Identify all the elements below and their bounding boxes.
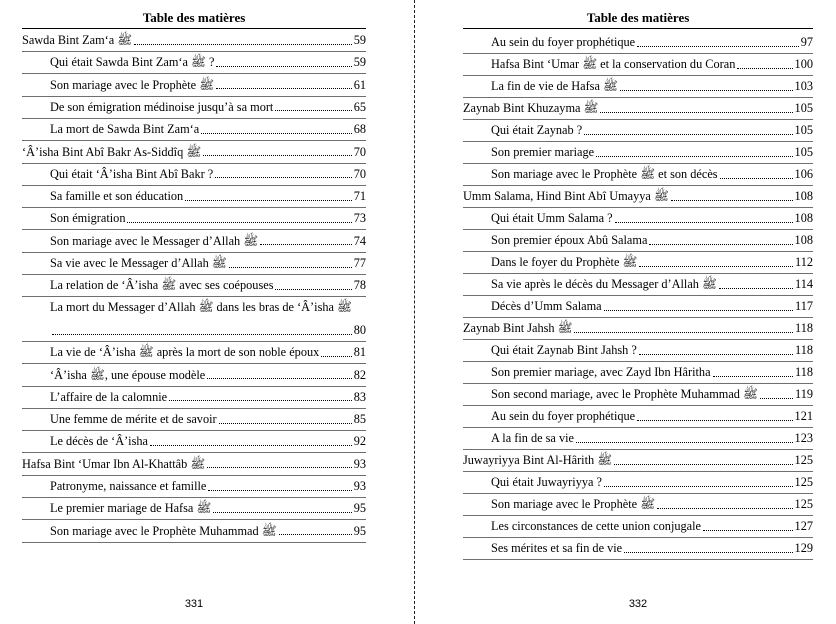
dot-leader (279, 534, 352, 535)
toc-entry[interactable] (22, 74, 366, 97)
toc-entry-label: Zaynab Bint Jahsh ﷺ (463, 321, 573, 335)
dot-leader (275, 110, 351, 111)
dot-leader (201, 133, 351, 134)
toc-entry[interactable] (22, 51, 366, 74)
dot-leader (229, 267, 352, 268)
dot-leader (215, 177, 351, 178)
toc-entry-page: 81 (353, 345, 366, 360)
toc-entry-page: 125 (794, 475, 813, 489)
toc-entry[interactable] (22, 475, 366, 498)
toc-entry[interactable] (463, 119, 813, 142)
toc-entry[interactable] (22, 230, 366, 253)
toc-entry-label: Sa vie après le décès du Messager d’Allah ﷺ (491, 277, 717, 291)
toc-entry[interactable] (463, 537, 813, 560)
page-header: Table des matières (142, 10, 246, 25)
toc-entry-page: 105 (794, 101, 813, 115)
toc-entry[interactable] (22, 297, 366, 342)
toc-entry-label: Les circonstances de cette union conjugale (491, 519, 701, 533)
toc-entry[interactable] (22, 497, 366, 520)
toc-entry-label: Hafsa Bint ‘Umar Ibn Al-Khattâb ﷺ (22, 456, 206, 471)
dot-leader (219, 423, 352, 424)
dot-leader (207, 467, 351, 468)
dot-leader (584, 134, 792, 135)
right-page (463, 0, 813, 624)
toc-entry-label: Hafsa Bint ‘Umar ﷺ et la conservation du Coran (491, 57, 736, 71)
toc-entry-page: 92 (353, 434, 366, 449)
left-page (22, 0, 366, 624)
toc-entry-label: Son second mariage, avec le Prophète Muhammad ﷺ (491, 387, 758, 401)
toc-entry-label: ‘Â’isha Bint Abî Bakr As-Siddîq ﷺ (22, 144, 202, 159)
dot-leader (614, 464, 792, 465)
dot-leader (637, 420, 792, 421)
toc-entry-page: 118 (795, 343, 813, 357)
toc-entry[interactable] (463, 339, 813, 362)
toc-entry-page: 118 (795, 365, 813, 379)
dot-leader (213, 512, 351, 513)
toc-entry-label: Qui était Juwayriyya ? (491, 475, 602, 489)
toc-entry[interactable] (22, 386, 366, 409)
toc-entry-page: 127 (794, 519, 813, 533)
toc-entry-page: 123 (794, 431, 813, 445)
dot-leader (719, 288, 793, 289)
toc-entry-label: Son mariage avec le Messager d’Allah ﷺ (50, 233, 259, 248)
toc-entry-label: Qui était Umm Salama ? (491, 211, 613, 225)
toc-section-entry[interactable] (22, 29, 366, 52)
toc-entry-page: 61 (353, 77, 366, 92)
toc-entry-label: Son mariage avec le Prophète ﷺ (50, 77, 215, 92)
toc-entry[interactable] (22, 118, 366, 141)
dot-leader (169, 400, 352, 401)
toc-entry-label: Zaynab Bint Khuzayma ﷺ (463, 101, 599, 115)
dot-leader (737, 68, 792, 69)
dot-leader (637, 46, 799, 47)
toc-entry-page: 129 (794, 541, 813, 555)
dot-leader (604, 310, 793, 311)
dot-leader (52, 334, 352, 335)
toc-entry[interactable] (22, 274, 366, 297)
page-header: Table des matières (586, 10, 690, 25)
toc-entry[interactable] (22, 364, 366, 387)
toc-entry-label: La relation de ‘Â’isha ﷺ avec ses coépouses (50, 278, 274, 293)
toc-entry-page: 105 (794, 123, 813, 137)
dot-leader (208, 490, 351, 491)
toc-section-entry[interactable] (463, 97, 813, 120)
header-rule (463, 28, 813, 29)
toc-entry-page: 77 (353, 256, 366, 270)
toc-entry-page: 106 (794, 167, 813, 181)
toc-entry[interactable] (22, 408, 366, 431)
toc-entry-label: ‘Â’isha ﷺ, une épouse modèle (50, 367, 206, 382)
toc-entry-label: Patronyme, naissance et famille (50, 479, 207, 493)
toc-entry-page: 93 (353, 456, 366, 471)
toc-entry-label: Qui était Zaynab ? (491, 123, 583, 137)
dot-leader (321, 356, 351, 357)
toc-entry-page: 70 (353, 166, 366, 181)
toc-section-entry[interactable] (463, 185, 813, 208)
dot-leader (639, 354, 793, 355)
toc-entry[interactable] (22, 430, 366, 453)
toc-entry[interactable] (463, 515, 813, 538)
toc-entry[interactable] (463, 405, 813, 428)
toc-entry[interactable] (463, 427, 813, 450)
toc-entry[interactable] (463, 471, 813, 494)
toc-entry[interactable] (463, 295, 813, 318)
toc-entry-label: Juwayriyya Bint Al-Hârith ﷺ (463, 453, 613, 467)
toc-entry[interactable] (22, 520, 366, 543)
toc-entry[interactable] (463, 273, 813, 296)
toc-entry-page: 59 (353, 33, 366, 47)
toc-entry-page: 97 (800, 35, 813, 49)
page-number: 332 (628, 598, 648, 610)
toc-entry[interactable] (463, 75, 813, 98)
dot-leader (649, 244, 792, 245)
dot-leader (216, 88, 352, 89)
dot-leader (760, 398, 793, 399)
toc-entry[interactable] (22, 252, 366, 275)
dot-leader (615, 222, 793, 223)
dot-leader (604, 486, 793, 487)
toc-entry-label: La mort du Messager d’Allah ﷺ dans les bras de ‘Â’isha ﷺ (50, 300, 352, 315)
toc-entry-label: Son premier mariage, avec Zayd Ibn Hâritha (491, 365, 711, 379)
toc-entry-page: 117 (795, 299, 813, 313)
dot-leader (657, 508, 792, 509)
toc-entry[interactable] (463, 207, 813, 230)
toc-section-entry[interactable] (463, 317, 813, 340)
dot-leader (576, 442, 793, 443)
toc-entry-page: 70 (353, 144, 366, 159)
toc-entry-label: Son émigration (50, 211, 126, 226)
dot-leader (203, 155, 352, 156)
toc-entry[interactable] (463, 361, 813, 384)
toc-entry-page: 78 (353, 278, 366, 293)
toc-entry-label: Son mariage avec le Prophète Muhammad ﷺ (50, 523, 277, 538)
toc-entry-page: 112 (795, 255, 813, 269)
dot-leader (127, 222, 351, 223)
toc-entry[interactable] (463, 141, 813, 164)
toc-entry-label: Qui était ‘Â’isha Bint Abî Bakr ? (50, 166, 214, 181)
toc-entry-page: 82 (353, 367, 366, 382)
toc-entry-label: Ses mérites et sa fin de vie (491, 541, 623, 555)
toc-entry-label: L’affaire de la calomnie (50, 389, 168, 404)
toc-entry-label: Le décès de ‘Â’isha (50, 434, 148, 449)
dot-leader (150, 445, 352, 446)
dot-leader (713, 376, 793, 377)
toc-entry[interactable] (22, 207, 366, 230)
dot-leader (185, 200, 352, 201)
toc-entry-label: Qui était Zaynab Bint Jahsh ? (491, 343, 637, 357)
toc-entry-page: 103 (794, 79, 813, 93)
dot-leader (207, 378, 351, 379)
dot-leader (134, 44, 352, 45)
toc-entry-label: Sawda Bint Zam‘a ﷺ (22, 33, 133, 47)
toc-entry-label: Son mariage avec le Prophète ﷺ et son décès (491, 167, 718, 181)
dot-leader (671, 200, 793, 201)
toc-entry-label: La fin de vie de Hafsa ﷺ (491, 79, 618, 93)
toc-entry-label: A la fin de sa vie (491, 431, 574, 445)
toc-section-entry[interactable] (463, 449, 813, 472)
dot-leader (596, 156, 792, 157)
dot-leader (275, 289, 351, 290)
toc-entry-label: Son premier mariage (491, 145, 595, 159)
toc-entry-page: 100 (794, 57, 813, 71)
toc-entry[interactable] (463, 493, 813, 516)
toc-section-entry[interactable] (22, 453, 366, 476)
dot-leader (720, 178, 793, 179)
toc-entry[interactable] (463, 251, 813, 274)
toc-entry[interactable] (463, 31, 813, 54)
dot-leader (703, 530, 793, 531)
toc-entry[interactable] (22, 96, 366, 119)
page-divider (414, 0, 415, 624)
dot-leader (216, 66, 351, 67)
toc-entry-page: 114 (795, 277, 813, 291)
dot-leader (260, 244, 352, 245)
toc-entry-label: Umm Salama, Hind Bint Abî Umayya ﷺ (463, 189, 669, 203)
toc-section-entry[interactable] (22, 141, 366, 164)
toc-entry-label: De son émigration médinoise jusqu’à sa mort (50, 99, 274, 114)
page-number: 331 (184, 598, 204, 610)
toc-entry-label: Le premier mariage de Hafsa ﷺ (50, 501, 212, 516)
toc-entry-page: 125 (794, 497, 813, 511)
toc-entry[interactable] (463, 229, 813, 252)
toc-entry-label: Au sein du foyer prophétique (491, 409, 636, 423)
toc-entry-page: 65 (353, 99, 366, 114)
toc-entry-page: 105 (794, 145, 813, 159)
toc-entry-label: Dans le foyer du Prophète ﷺ (491, 255, 638, 269)
toc-entry-label: Son premier époux Abû Salama (491, 233, 648, 247)
toc-entry-page: 74 (353, 233, 366, 248)
toc-entry-label: Une femme de mérite et de savoir (50, 412, 217, 427)
toc-entry-page: 83 (353, 389, 366, 404)
toc-entry[interactable] (22, 341, 366, 364)
toc-entry-page: 68 (353, 122, 366, 137)
toc-entry-page: 59 (353, 55, 366, 70)
toc-entry-page: 71 (353, 189, 366, 204)
toc-entry-page: 108 (794, 211, 813, 225)
toc-entry-page: 108 (794, 189, 813, 203)
toc-entry-label: Son mariage avec le Prophète ﷺ (491, 497, 656, 511)
toc-entry[interactable] (463, 163, 813, 186)
toc-entry-page: 93 (353, 479, 366, 493)
toc-entry-page: 80 (353, 323, 366, 338)
toc-entry-page: 119 (795, 387, 813, 401)
toc-entry-label: Sa famille et son éducation (50, 189, 184, 204)
toc-entry-page: 95 (353, 523, 366, 538)
toc-entry-page: 85 (353, 412, 366, 427)
toc-entry-label: Au sein du foyer prophétique (491, 35, 636, 49)
dot-leader (620, 90, 793, 91)
toc-entry-label: Sa vie avec le Messager d’Allah ﷺ (50, 256, 227, 270)
toc-entry[interactable] (463, 53, 813, 76)
toc-entry-label: La mort de Sawda Bint Zam‘a (50, 122, 200, 137)
toc-entry-label: Qui était Sawda Bint Zam‘a ﷺ ? (50, 55, 215, 70)
toc-entry-label: La vie de ‘Â’isha ﷺ après la mort de son noble époux (50, 345, 320, 360)
toc-entry[interactable] (22, 185, 366, 208)
toc-entry[interactable] (463, 383, 813, 406)
toc-entry-page: 73 (353, 211, 366, 226)
toc-entry-page: 108 (794, 233, 813, 247)
toc-entry-page: 118 (795, 321, 813, 335)
toc-entry-page: 95 (353, 501, 366, 516)
dot-leader (600, 112, 792, 113)
dot-leader (624, 552, 792, 553)
toc-entry-page: 121 (794, 409, 813, 423)
dot-leader (639, 266, 793, 267)
toc-entry-label: Décès d’Umm Salama (491, 299, 602, 313)
toc-entry-page: 125 (794, 453, 813, 467)
toc-entry[interactable] (22, 163, 366, 186)
dot-leader (574, 332, 793, 333)
